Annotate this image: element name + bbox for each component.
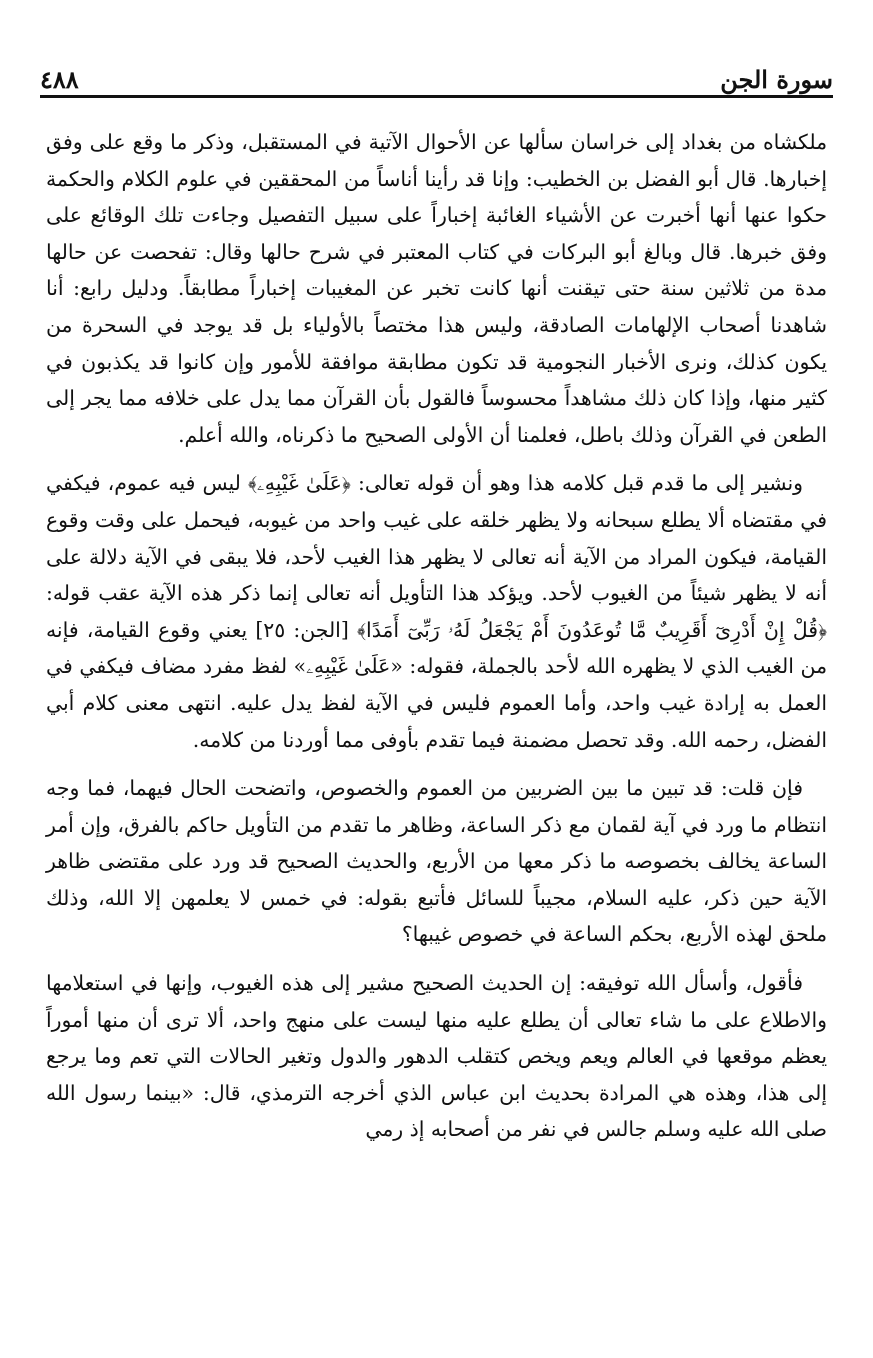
- page-number: ٤٨٨: [40, 65, 79, 94]
- paragraph-3: فإن قلت: قد تبين ما بين الضربين من العموم والخصوص، واتضحت الحال فيهما، فما وجه انتظام ما ورد في آية لقمان مع ذكر الساعة، وظاهر ما تقدم من التأويل حاكم بالفرق، وإن أمر الساعة يخالف بخصوصه ما ذكر معها من الأربع، والحديث الصحيح قد ورد على مقتضى ظاهر الآية حين ذكر، عليه السلام، مجيباً للسائل فأتبع بقوله: في خمس لا يعلمهن إلا الله، وذلك ملحق لهذه الأربع، بحكم الساعة في خصوص غيبها؟: [46, 776, 827, 947]
- paragraph-1: ملكشاه من بغداد إلى خراسان سألها عن الأحوال الآتية في المستقبل، وذكر ما وقع على وفق إخبارها. قال أبو الفضل بن الخطيب: وإنا قد رأينا أناساً من المحققين في علوم الكلام والحكمة حكوا عنها أنها أخبرت عن الأشياء الغائبة إخباراً على سبيل التفصيل وجاءت تلك الوقائع على وفق خبرها. قال وبالغ أبو البركات في كتاب المعتبر في شرح حالها وقال: تفحصت عن حالها مدة من ثلاثين سنة حتى تيقنت أنها كانت تخبر عن المغيبات إخباراً مطابقاً. ودليل رابع: أنا شاهدنا أصحاب الإلهامات الصادقة، وليس هذا مختصاً بالأولياء بل قد يوجد في السحرة من يكون كذلك، ونرى الأخبار النجومية قد تكون مطابقة موافقة للأمور وإن كانوا قد يكذبون في كثير منها، وإذا كان ذلك مشاهداً محسوساً فالقول بأن القرآن مما يدل على خلافه مما يجر إلى الطعن في القرآن وذلك باطل، فعلمنا أن الأولى الصحيح ما ذكرناه، والله أعلم.: [46, 130, 827, 447]
- surah-title: سورة الجن: [720, 65, 833, 94]
- page-header: [40, 50, 833, 94]
- paragraph-4: فأقول، وأسأل الله توفيقه: إن الحديث الصحيح مشير إلى هذه الغيوب، وإنها في استعلامها والاطلاع على ما شاء تعالى أن يطلع عليه منها ليست على منهج واحد، ألا ترى أن منها أموراً يعظم موقعها في العالم ويعم ويخص كتقلب الدهور والدول وتغير الحالات التي تعم وما يرجع إلى هذا، وهذه هي المرادة بحديث ابن عباس الذي أخرجه الترمذي، قال: «بينما رسول الله صلى الله عليه وسلم جالس في نفر من أصحابه إذ رمي: [46, 971, 827, 1142]
- header-rule: [40, 95, 833, 98]
- paragraph-2: ونشير إلى ما قدم قبل كلامه هذا وهو أن قوله تعالى: ﴿عَلَىٰ غَيْبِهِۦ﴾ ليس فيه عموم، فيكفي في مقتضاه ألا يطلع سبحانه ولا يظهر خلقه على غيب واحد من غيوبه، فيحمل على وقت وقوع القيامة، فيكون المراد من الآية أنه تعالى لا يظهر هذا الغيب لأحد، فلا يبقى في الآية دلالة على أنه لا يظهر شيئاً من الغيوب لأحد. ويؤكد هذا التأويل أنه تعالى إنما ذكر هذه الآية عقب قوله: ﴿قُلْ إِنْ أَدْرِىٓ أَقَرِيبٌ مَّا تُوعَدُونَ أَمْ يَجْعَلُ لَهُۥ رَبِّىٓ أَمَدًا﴾ [الجن: ٢٥] يعني وقوع القيامة، فإنه من الغيب الذي لا يظهره الله لأحد بالجملة، فقوله: «عَلَىٰ غَيْبِهِۦ» لفظ مفرد مضاف فيكفي في العمل به إرادة غيب واحد، وأما العموم فليس في الآية لفظ يدل عليه. انتهى معنى كلام أبي الفضل، رحمه الله. وقد تحصل مضمنة فيما تقدم بأوفى مما أوردنا من كلامه.: [46, 471, 827, 752]
- page-body: [46, 124, 827, 1160]
